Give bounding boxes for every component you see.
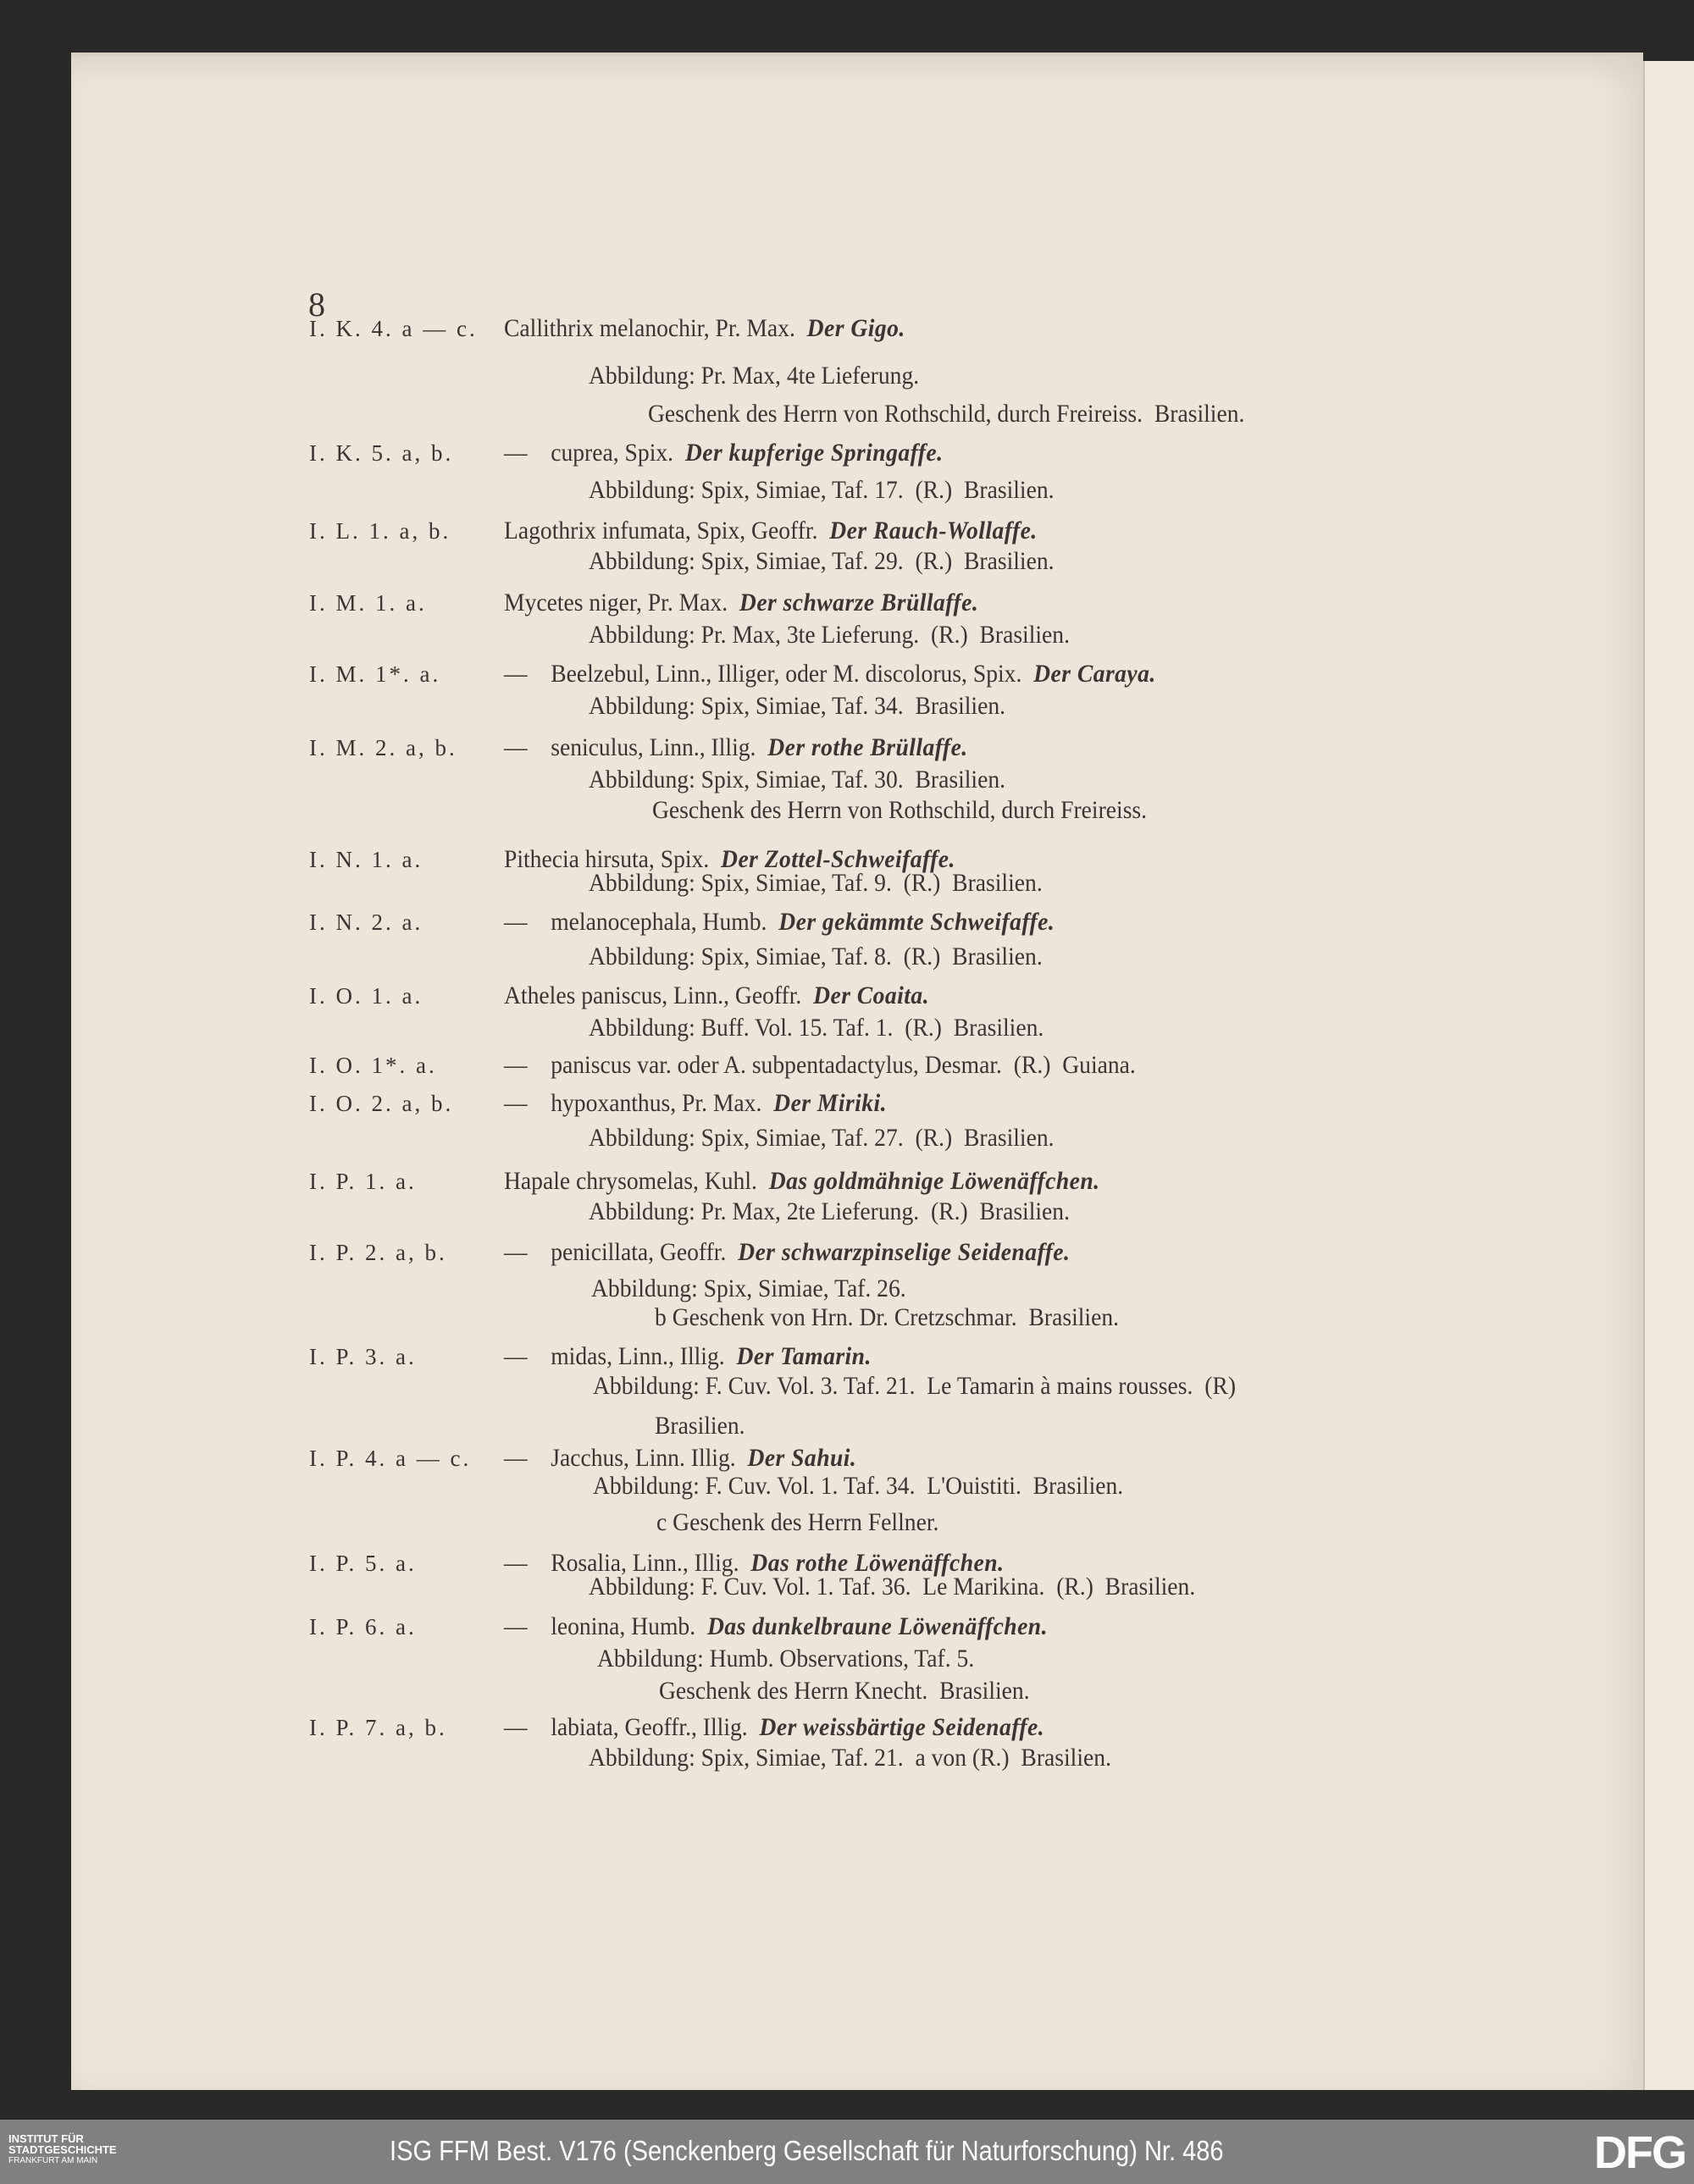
common-name: Der rothe Brüllaffe. — [767, 733, 968, 762]
ditto-dash: — — [504, 438, 528, 467]
entry-main-line — [504, 588, 978, 618]
entry-detail: Abbildung: Humb. Observations, Taf. 5. — [597, 1645, 975, 1673]
scientific-name: melanocephala, Humb. — [551, 907, 767, 936]
footer-caption: ISG FFM Best. V176 (Senckenberg Gesellschaft für Naturforschung) Nr. 486 — [390, 2135, 1224, 2166]
common-name: Das goldmähnige Löwenäffchen. — [768, 1166, 1100, 1195]
common-name: Der Zottel-Schweifaffe. — [721, 844, 955, 873]
entry-detail: c Geschenk des Herrn Fellner. — [656, 1507, 939, 1536]
ditto-dash: — — [504, 1051, 528, 1080]
entry-detail: Abbildung: Spix, Simiae, Taf. 21. a von (R.) Brasilien. — [589, 1743, 1111, 1772]
scientific-name: Pithecia hirsuta, Spix. — [504, 844, 710, 873]
scientific-name: leonina, Humb. — [551, 1612, 696, 1641]
common-name: Das dunkelbraune Löwenäffchen. — [706, 1612, 1048, 1641]
common-name: Der weissbärtige Seidenaffe. — [759, 1712, 1045, 1741]
entry-main-line — [504, 1712, 1044, 1743]
entry-id: I. K. 4. a — c. — [309, 316, 478, 342]
entry-main-line — [504, 516, 1038, 546]
entry-main-line — [504, 1050, 1136, 1081]
entry-id: I. N. 1. a. — [309, 846, 424, 872]
entry-id: I. P. 6. a. — [309, 1614, 417, 1640]
entry-id: I. P. 5. a. — [309, 1550, 417, 1576]
entry-id: I. P. 3. a. — [309, 1344, 417, 1370]
entry-detail: Abbildung: Spix, Simiae, Taf. 30. Brasilien. — [589, 766, 1006, 794]
ditto-dash: — — [504, 733, 528, 762]
scientific-name: Jacchus, Linn. Illig. — [551, 1444, 736, 1473]
footer-bar — [0, 2120, 1694, 2184]
scientific-name: Hapale chrysomelas, Kuhl. — [504, 1166, 757, 1195]
scientific-name: paniscus var. oder A. subpentadactylus, Desmar. — [551, 1051, 1002, 1080]
entry-detail: Abbildung: Spix, Simiae, Taf. 17. (R.) Brasilien. — [589, 476, 1055, 505]
common-name: Der schwarzpinselige Seidenaffe. — [738, 1237, 1071, 1266]
scientific-name: labiata, Geoffr., Illig. — [551, 1712, 748, 1741]
entry-detail: b Geschenk von Hrn. Dr. Cretzschmar. Brasilien. — [655, 1303, 1120, 1332]
entry-detail: Abbildung: Spix, Simiae, Taf. 8. (R.) Brasilien. — [589, 943, 1043, 971]
entry-id: I. M. 1. a. — [309, 590, 427, 616]
scanned-page — [71, 56, 1643, 2090]
entry-main-line — [504, 981, 929, 1011]
institution-logo — [8, 2133, 117, 2166]
common-name: Das rothe Löwenäffchen. — [750, 1548, 1005, 1577]
ditto-dash: — — [504, 1342, 528, 1371]
scientific-name: Callithrix melanochir, Pr. Max. — [504, 314, 795, 343]
entry-main-line — [504, 1612, 1048, 1642]
entry-id: I. P. 7. a, b. — [309, 1714, 447, 1740]
entry-id: I. L. 1. a, b. — [309, 517, 451, 544]
ditto-dash: — — [504, 660, 528, 688]
ditto-dash: — — [504, 1612, 528, 1641]
entry-main-line — [504, 733, 968, 763]
entry-main-line — [504, 438, 943, 468]
entry-id: I. K. 5. a, b. — [309, 440, 454, 466]
scientific-name: cuprea, Spix. — [551, 438, 674, 467]
entry-detail: Abbildung: Pr. Max, 2te Lieferung. (R.) Brasilien. — [589, 1197, 1071, 1226]
common-name: Der Caraya. — [1033, 660, 1156, 688]
entry-detail: Abbildung: F. Cuv. Vol. 1. Taf. 36. Le Marikina. (R.) Brasilien. — [589, 1572, 1196, 1601]
entry-id: I. M. 2. a, b. — [309, 735, 457, 761]
entry-detail: Abbildung: Pr. Max, 4te Lieferung. — [589, 362, 920, 390]
entry-detail: Abbildung: F. Cuv. Vol. 1. Taf. 34. L'Ouistiti. Brasilien. — [593, 1472, 1124, 1501]
entry-detail: Geschenk des Herrn von Rothschild, durch Freireiss. Brasilien. — [648, 399, 1245, 428]
entry-main-line — [504, 313, 905, 344]
entry-id: I. P. 4. a — c. — [309, 1446, 472, 1472]
entry-id: I. N. 2. a. — [309, 909, 424, 935]
common-name: Der Tamarin. — [736, 1342, 872, 1371]
entry-detail: Abbildung: Buff. Vol. 15. Taf. 1. (R.) Brasilien. — [589, 1014, 1044, 1042]
common-name: Der Gigo. — [806, 314, 905, 343]
scientific-name: Rosalia, Linn., Illig. — [551, 1548, 739, 1577]
ditto-dash: — — [504, 1237, 528, 1266]
ditto-dash: — — [504, 1088, 528, 1117]
entry-main-line — [504, 1341, 872, 1372]
common-name: Der schwarze Brüllaffe. — [739, 589, 979, 617]
scientific-name: Mycetes niger, Pr. Max. — [504, 589, 728, 617]
entry-id: I. P. 2. a, b. — [309, 1239, 447, 1265]
entry-detail: Abbildung: Spix, Simiae, Taf. 29. (R.) Brasilien. — [589, 546, 1055, 575]
entry-detail: Brasilien. — [655, 1412, 745, 1440]
entry-detail: Abbildung: Spix, Simiae, Taf. 34. Brasilien. — [589, 692, 1006, 720]
ditto-dash: — — [504, 1712, 528, 1741]
entry-main-line — [504, 1237, 1070, 1268]
common-name: Der kupferige Springaffe. — [684, 438, 944, 467]
entry-id: I. O. 1*. a. — [309, 1053, 437, 1079]
entry-detail: Abbildung: Pr. Max, 3te Lieferung. (R.) Brasilien. — [589, 621, 1071, 650]
entry-detail: Abbildung: Spix, Simiae, Taf. 26. — [591, 1274, 906, 1302]
institution-line: STADTGESCHICHTE — [8, 2143, 117, 2156]
entry-detail: Abbildung: Spix, Simiae, Taf. 9. (R.) Brasilien. — [589, 868, 1043, 897]
dfg-logo: DFG — [1594, 2127, 1686, 2178]
entry-id: I. O. 2. a, b. — [309, 1090, 454, 1116]
scientific-name: hypoxanthus, Pr. Max. — [551, 1088, 762, 1117]
ditto-dash: — — [504, 1444, 528, 1473]
scientific-name: penicillata, Geoffr. — [551, 1237, 727, 1266]
common-name: Der Coaita. — [813, 981, 930, 1010]
common-name: Der Rauch-Wollaffe. — [829, 516, 1038, 545]
entry-main-line — [504, 907, 1055, 937]
common-name: Der Sahui. — [747, 1444, 857, 1473]
entry-main-line — [504, 1088, 887, 1119]
scientific-name: seniculus, Linn., Illig. — [551, 733, 756, 762]
entry-detail: Abbildung: Spix, Simiae, Taf. 27. (R.) Brasilien. — [589, 1123, 1055, 1152]
scientific-name: Lagothrix infumata, Spix, Geoffr. — [504, 516, 818, 545]
common-name: Der gekämmte Schweifaffe. — [778, 907, 1055, 936]
entry-id: I. M. 1*. a. — [309, 661, 441, 688]
entry-main-line — [504, 659, 1156, 689]
next-page-edge — [1643, 61, 1694, 2090]
institution-line: FRANKFURT AM MAIN — [8, 2156, 98, 2165]
entry-main-line — [504, 1166, 1100, 1197]
entry-id: I. P. 1. a. — [309, 1168, 417, 1194]
scientific-name: midas, Linn., Illig. — [551, 1342, 725, 1371]
entry-main-line — [504, 1443, 856, 1474]
entry-detail: Geschenk des Herrn Knecht. Brasilien. — [659, 1677, 1030, 1706]
scientific-name: Beelzebul, Linn., Illiger, oder M. discolorus, Spix. — [551, 660, 1022, 688]
ditto-dash: — — [504, 907, 528, 936]
entry-note: (R.) Guiana. — [1013, 1051, 1136, 1080]
institution-line: INSTITUT FÜR — [8, 2132, 84, 2145]
page-number: 8 — [308, 285, 325, 323]
entry-id: I. O. 1. a. — [309, 983, 424, 1009]
entry-detail: Abbildung: F. Cuv. Vol. 3. Taf. 21. Le Tamarin à mains rousses. (R) — [593, 1371, 1237, 1400]
entry-detail: Geschenk des Herrn von Rothschild, durch Freireiss. — [652, 796, 1148, 825]
scientific-name: Atheles paniscus, Linn., Geoffr. — [504, 981, 802, 1010]
common-name: Der Miriki. — [773, 1088, 888, 1117]
ditto-dash: — — [504, 1548, 528, 1577]
